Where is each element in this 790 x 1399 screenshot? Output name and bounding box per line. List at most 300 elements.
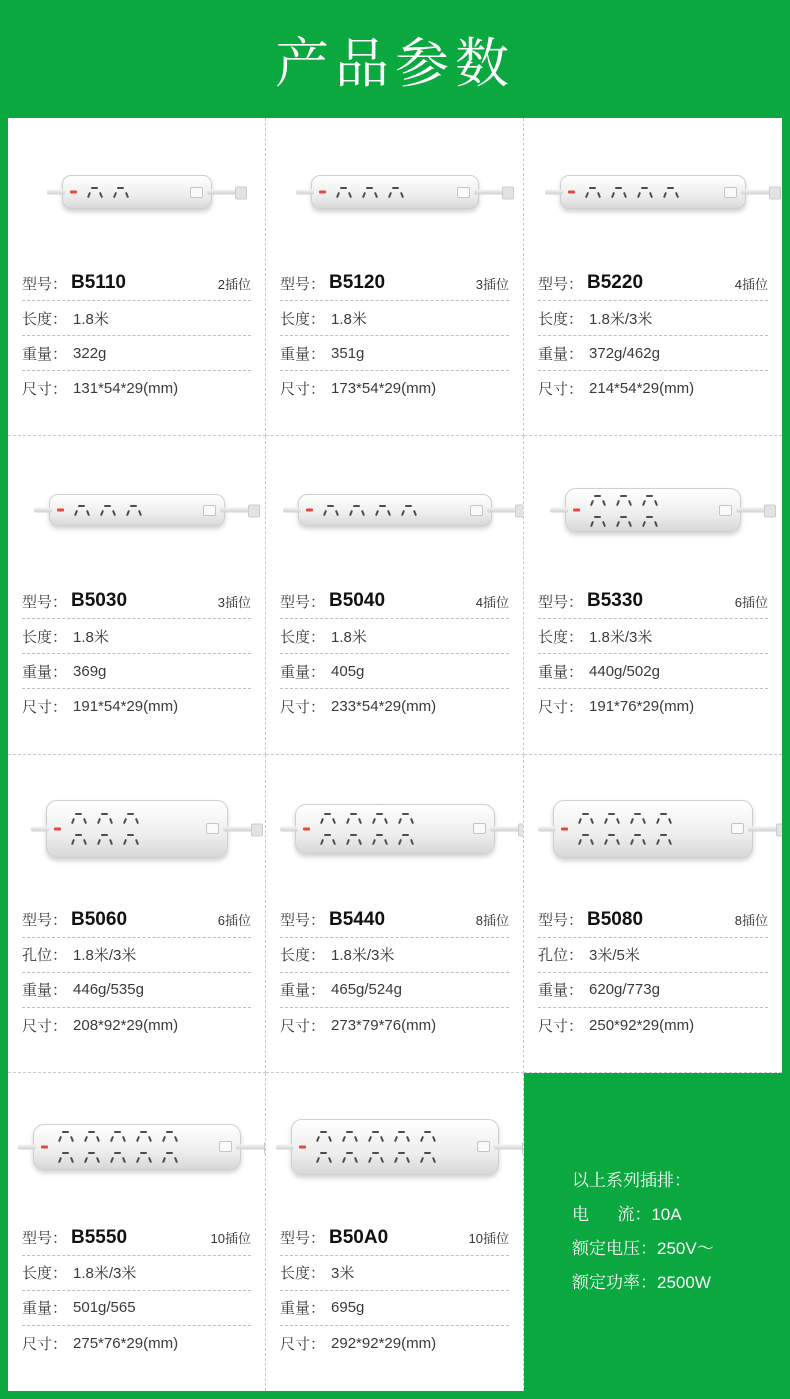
socket-hole (134, 1149, 154, 1165)
power-strip-body (46, 800, 228, 858)
socket-hole (121, 810, 141, 826)
size-row (22, 371, 251, 406)
power-strip-body (33, 1124, 241, 1170)
length-row-label: 孔位： (22, 947, 68, 964)
socket-hole (360, 184, 380, 200)
power-switch (206, 823, 219, 834)
weight-row-value: 351g (331, 344, 365, 362)
product-card (8, 755, 266, 1073)
power-strip-illustration (266, 436, 523, 584)
product-image (8, 1073, 265, 1221)
cord-left (31, 826, 49, 831)
size-row (22, 1008, 251, 1043)
cord-left (47, 190, 65, 195)
model-number: B5060 (71, 908, 128, 930)
footer-band (0, 1391, 790, 1399)
length-row-value: 1.8米 (73, 310, 109, 328)
length-row-label: 长度： (280, 628, 326, 646)
socket-hole (654, 810, 674, 826)
size-row-value: 275*76*29(mm) (73, 1334, 179, 1352)
socket-row (56, 1149, 180, 1165)
socket-group (314, 1128, 473, 1165)
power-indicator-led (306, 509, 313, 512)
product-spec-list (8, 1221, 265, 1367)
model-label: 型号： (280, 912, 326, 929)
size-row-value: 208*92*29(mm) (73, 1016, 179, 1034)
weight-row-label: 重量： (538, 345, 584, 363)
power-indicator-led (57, 509, 64, 512)
size-row-label: 尺寸： (538, 381, 584, 398)
power-indicator-led (54, 827, 61, 830)
length-row-value: 1.8米/3米 (589, 310, 653, 328)
weight-row (280, 654, 509, 689)
weight-row-label: 重量： (280, 345, 326, 363)
product-spec-list (266, 1221, 523, 1367)
length-row-value: 1.8米/3米 (331, 947, 395, 964)
socket-hole (396, 831, 416, 847)
product-spec-list (524, 266, 782, 412)
length-row (280, 938, 509, 973)
weight-row-value: 620g/773g (589, 981, 660, 998)
power-strip-body (62, 175, 212, 209)
socket-hole (56, 1149, 76, 1165)
length-row (22, 1256, 251, 1291)
power-switch (219, 1141, 232, 1152)
cord-left (283, 508, 301, 513)
length-row-value: 3米/5米 (589, 947, 640, 964)
socket-hole (588, 513, 608, 529)
length-row (538, 619, 768, 654)
size-row (280, 1326, 509, 1361)
socket-hole (602, 810, 622, 826)
weight-row-label: 重量： (280, 982, 326, 999)
size-row-value: 214*54*29(mm) (589, 380, 695, 397)
size-row (280, 1008, 509, 1043)
power-cord (487, 508, 521, 513)
product-spec-list (524, 903, 782, 1049)
power-cord (748, 826, 782, 831)
slot-count: 4插位 (734, 276, 768, 292)
size-row-label: 尺寸： (538, 1017, 584, 1035)
product-image (266, 436, 523, 584)
socket-row (588, 513, 660, 529)
weight-row-value: 501g/565 (73, 1299, 136, 1317)
power-switch (477, 1141, 490, 1152)
power-indicator-led (299, 1145, 306, 1148)
length-row (280, 619, 509, 654)
weight-row (22, 973, 251, 1008)
weight-row (22, 654, 251, 689)
socket-hole (399, 502, 419, 518)
product-image (8, 118, 265, 266)
slot-count: 6插位 (217, 913, 251, 928)
length-row (22, 301, 251, 336)
power-switch (203, 505, 216, 516)
cord-left (550, 508, 568, 513)
socket-row (576, 831, 674, 847)
socket-row (588, 492, 660, 508)
socket-hole (386, 184, 406, 200)
cord-left (276, 1144, 294, 1149)
size-row-label: 尺寸： (22, 381, 68, 398)
model-number: B5550 (71, 1226, 128, 1248)
product-spec-list (8, 903, 265, 1049)
model-number: B5220 (587, 272, 644, 293)
size-row-label: 尺寸： (280, 1335, 326, 1353)
socket-hole (614, 513, 634, 529)
weight-row-value: 322g (73, 344, 107, 362)
size-row-label: 尺寸： (280, 1017, 326, 1035)
weight-row-value: 695g (331, 1299, 365, 1317)
model-row (538, 266, 768, 301)
model-label: 型号： (538, 593, 584, 611)
model-row (280, 903, 509, 938)
product-card (524, 436, 782, 754)
length-row-value: 1.8米/3米 (589, 628, 653, 646)
product-image (524, 755, 782, 903)
socket-hole (628, 831, 648, 847)
length-row (22, 619, 251, 654)
socket-group (576, 810, 727, 847)
model-number: B5030 (71, 590, 128, 612)
product-image (524, 436, 782, 584)
product-image (266, 755, 523, 903)
power-strip-body (560, 175, 746, 209)
socket-row (69, 810, 141, 826)
weight-row-value: 369g (73, 662, 107, 680)
power-cord (741, 190, 775, 195)
model-label: 型号： (22, 912, 68, 929)
page-title: 产品参数 (275, 31, 515, 95)
size-row-label: 尺寸： (22, 699, 68, 717)
note-line3: 额定电压：250V〜 (572, 1238, 714, 1258)
socket-hole (661, 184, 681, 200)
weight-row (22, 336, 251, 371)
power-switch (470, 505, 483, 516)
length-row-value: 1.8米/3米 (73, 947, 137, 964)
socket-row (69, 831, 141, 847)
model-label: 型号： (280, 275, 326, 293)
length-row-value: 1.8米 (73, 628, 109, 646)
socket-hole (576, 810, 596, 826)
socket-hole (111, 184, 131, 200)
length-row (538, 938, 768, 973)
size-row (538, 1008, 768, 1043)
cord-left (545, 190, 563, 195)
socket-hole (583, 184, 603, 200)
weight-row-label: 重量： (22, 1300, 68, 1318)
slot-count: 2插位 (217, 276, 251, 292)
socket-hole (370, 831, 390, 847)
size-row (538, 371, 768, 406)
socket-hole (418, 1149, 438, 1165)
product-card (266, 1073, 524, 1391)
model-number: B50A0 (329, 1226, 389, 1248)
length-row-label: 孔位： (538, 947, 584, 964)
product-image (8, 755, 265, 903)
socket-row (576, 810, 674, 826)
power-cord (474, 190, 508, 195)
power-strip-body (298, 494, 492, 526)
socket-group (56, 1128, 215, 1165)
model-row (22, 266, 251, 301)
model-row (280, 584, 509, 619)
model-row (22, 584, 251, 619)
weight-row (538, 973, 768, 1008)
slot-count: 6插位 (734, 594, 768, 610)
power-switch (457, 187, 470, 198)
socket-hole (340, 1128, 360, 1144)
weight-row (538, 654, 768, 689)
size-row-value: 250*92*29(mm) (589, 1016, 695, 1034)
product-image (524, 118, 782, 266)
socket-group (72, 502, 199, 518)
weight-row (280, 973, 509, 1008)
socket-hole (334, 184, 354, 200)
power-strip-body (49, 494, 225, 526)
model-row (538, 584, 768, 619)
length-row-value: 3米 (331, 1265, 355, 1283)
cord-left (18, 1144, 36, 1149)
power-indicator-led (70, 191, 77, 194)
product-image (266, 1073, 523, 1221)
length-row-label: 长度： (538, 628, 584, 646)
socket-row (314, 1149, 438, 1165)
socket-group (85, 184, 186, 200)
weight-row-value: 440g/502g (589, 662, 660, 680)
product-spec-list (266, 903, 523, 1049)
size-row-value: 233*54*29(mm) (331, 698, 437, 716)
socket-hole (654, 831, 674, 847)
power-indicator-led (561, 827, 568, 830)
length-row-label: 长度： (280, 947, 326, 964)
socket-hole (160, 1128, 180, 1144)
slot-count: 4插位 (475, 594, 509, 610)
power-strip-body (553, 800, 753, 858)
note-line2: 电 流：10A (572, 1204, 682, 1224)
socket-hole (314, 1149, 334, 1165)
power-strip-body (291, 1119, 499, 1175)
power-strip-body (295, 804, 495, 854)
power-strip-body (311, 175, 479, 209)
weight-row-value: 372g/462g (589, 344, 660, 362)
length-row-label: 长度： (22, 1265, 68, 1283)
size-row (538, 689, 768, 724)
power-strip-illustration (524, 118, 782, 266)
socket-row (56, 1128, 180, 1144)
model-row (22, 903, 251, 938)
product-image (8, 436, 265, 584)
ratings-note-panel (524, 1073, 782, 1391)
weight-row-label: 重量： (280, 663, 326, 681)
socket-group (69, 810, 202, 847)
product-grid (8, 118, 782, 1391)
socket-hole (56, 1128, 76, 1144)
length-row-label: 长度： (280, 310, 326, 328)
cord-left (34, 508, 52, 513)
power-switch (731, 823, 744, 834)
size-row-label: 尺寸： (280, 699, 326, 717)
cord-left (296, 190, 314, 195)
product-card (8, 1073, 266, 1391)
socket-hole (628, 810, 648, 826)
slot-count: 8插位 (475, 913, 509, 928)
power-switch (473, 823, 486, 834)
socket-group (334, 184, 453, 200)
size-row (22, 689, 251, 724)
power-strip-illustration (266, 118, 523, 266)
weight-row-label: 重量： (538, 982, 584, 999)
power-cord (494, 1144, 525, 1149)
socket-hole (340, 1149, 360, 1165)
socket-hole (160, 1149, 180, 1165)
socket-hole (72, 502, 92, 518)
power-cord (220, 508, 254, 513)
length-row-label: 长度： (280, 1265, 326, 1283)
slot-count: 10插位 (210, 1231, 251, 1247)
power-switch (724, 187, 737, 198)
socket-hole (640, 513, 660, 529)
socket-hole (69, 810, 89, 826)
socket-row (314, 1128, 438, 1144)
product-card (266, 755, 524, 1073)
cord-left (280, 826, 298, 831)
power-strip-illustration (8, 436, 265, 584)
socket-hole (82, 1128, 102, 1144)
power-indicator-led (568, 191, 575, 194)
product-card (524, 755, 782, 1073)
socket-hole (95, 810, 115, 826)
socket-hole (614, 492, 634, 508)
model-number: B5120 (329, 272, 386, 293)
socket-hole (82, 1149, 102, 1165)
length-row (538, 301, 768, 336)
size-row (280, 689, 509, 724)
size-row (22, 1326, 251, 1361)
socket-hole (347, 502, 367, 518)
socket-hole (366, 1128, 386, 1144)
product-spec-list (266, 584, 523, 730)
power-strip-illustration (524, 755, 782, 903)
power-strip-illustration (8, 118, 265, 266)
size-row-label: 尺寸： (280, 381, 326, 398)
socket-hole (344, 810, 364, 826)
power-cord (736, 508, 770, 513)
weight-row-label: 重量： (22, 345, 68, 363)
power-cord (207, 190, 241, 195)
size-row-value: 292*92*29(mm) (331, 1334, 437, 1352)
page-header (0, 0, 790, 118)
weight-row (280, 1291, 509, 1326)
model-label: 型号： (22, 275, 68, 293)
socket-hole (318, 810, 338, 826)
socket-hole (588, 492, 608, 508)
slot-count: 3插位 (217, 594, 251, 610)
weight-row (22, 1291, 251, 1326)
power-strip-illustration (524, 436, 782, 584)
socket-hole (321, 502, 341, 518)
model-label: 型号： (22, 593, 68, 611)
weight-row-value: 405g (331, 662, 365, 680)
length-row-value: 1.8米 (331, 310, 367, 328)
socket-hole (576, 831, 596, 847)
socket-row (318, 810, 416, 826)
socket-hole (392, 1149, 412, 1165)
socket-hole (392, 1128, 412, 1144)
length-row (280, 1256, 509, 1291)
socket-hole (344, 831, 364, 847)
socket-group (583, 184, 720, 200)
socket-hole (85, 184, 105, 200)
size-row-label: 尺寸： (538, 699, 584, 717)
weight-row-value: 465g/524g (331, 981, 402, 998)
size-row-value: 191*76*29(mm) (589, 698, 695, 716)
socket-hole (640, 492, 660, 508)
socket-hole (108, 1149, 128, 1165)
size-row-value: 131*54*29(mm) (73, 380, 179, 397)
model-row (22, 1221, 251, 1256)
socket-hole (635, 184, 655, 200)
socket-hole (609, 184, 629, 200)
model-label: 型号： (280, 593, 326, 611)
socket-hole (366, 1149, 386, 1165)
power-strip-illustration (8, 1073, 265, 1221)
socket-hole (124, 502, 144, 518)
socket-hole (69, 831, 89, 847)
weight-row (280, 336, 509, 371)
model-row (280, 1221, 509, 1256)
length-row-label: 长度： (22, 628, 68, 646)
product-spec-list (524, 584, 782, 730)
model-number: B5330 (587, 590, 644, 612)
product-image (266, 118, 523, 266)
power-indicator-led (319, 191, 326, 194)
model-number: B5040 (329, 590, 386, 612)
power-indicator-led (303, 827, 310, 830)
model-row (280, 266, 509, 301)
length-row (22, 938, 251, 973)
power-strip-illustration (266, 755, 523, 903)
size-row-label: 尺寸： (22, 1017, 68, 1035)
socket-group (321, 502, 466, 518)
cord-left (538, 826, 556, 831)
socket-hole (134, 1128, 154, 1144)
weight-row-label: 重量： (22, 663, 68, 681)
model-number: B5080 (587, 908, 644, 930)
socket-hole (418, 1128, 438, 1144)
socket-hole (396, 810, 416, 826)
product-card (524, 118, 782, 436)
product-card (8, 118, 266, 436)
socket-hole (602, 831, 622, 847)
socket-hole (108, 1128, 128, 1144)
socket-group (318, 810, 469, 847)
length-row-value: 1.8米/3米 (73, 1265, 137, 1283)
weight-row (538, 336, 768, 371)
socket-row (318, 831, 416, 847)
power-cord (490, 826, 524, 831)
model-number: B5440 (329, 908, 386, 930)
model-row (538, 903, 768, 938)
size-row-value: 173*54*29(mm) (331, 380, 437, 397)
product-spec-list (8, 266, 265, 412)
slot-count: 3插位 (475, 276, 509, 292)
socket-group (588, 492, 715, 529)
weight-row-label: 重量： (538, 663, 584, 681)
socket-hole (95, 831, 115, 847)
product-card (266, 118, 524, 436)
product-spec-list (266, 266, 523, 412)
